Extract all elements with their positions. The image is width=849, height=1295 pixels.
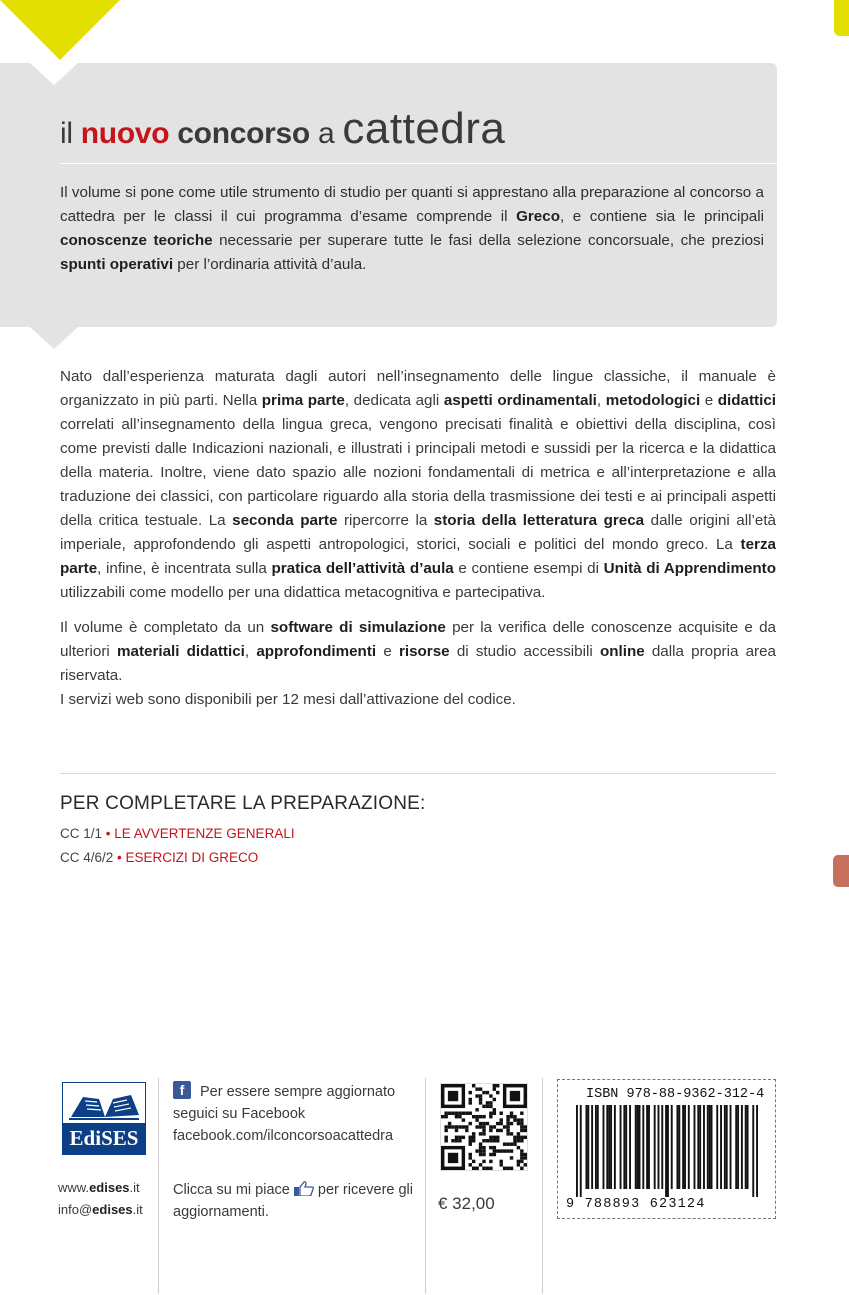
publisher-logo-emblem (62, 1082, 146, 1124)
facebook-like-text (173, 1179, 413, 1201)
facebook-like-text-line2: aggiornamenti. (173, 1204, 269, 1220)
bold-phrase: software di simulazione (270, 619, 446, 636)
corner-triangle-decoration (0, 0, 120, 60)
facebook-line2: seguici su Facebook (173, 1106, 306, 1122)
section-divider (60, 773, 776, 774)
text-run: , e contiene sia le principali (559, 208, 764, 225)
title-word-cattedra: cattedra (342, 104, 506, 153)
body-text (60, 365, 776, 723)
bullet-separator: • (102, 826, 115, 841)
bold-phrase: Unità di Apprendimento (603, 560, 777, 577)
qr-code-icon (441, 1084, 527, 1170)
website-suffix: .it (129, 1180, 140, 1195)
text-run: di studio accessibili (449, 643, 600, 660)
text-run: , infine, è incentrata sulla (97, 560, 272, 577)
text-run: correlati all’insegnamento della lingua greca, vengono precisati finalità e obiettivi della disciplina, così come previsti dalle Indicazioni nazionali, e illustrati i principali metodi e sussidi per la ricerca e la didattica della materia. Inoltre, viene dato spazio alle nozioni fondamentali di metrica e all’interpretazione e alla traduzione dei classici, con particolare riguardo alla storia della trasmissione dei testi e ai principali aspetti della critica testuale. La (60, 416, 776, 529)
text-run: e contiene esempi di (453, 560, 604, 577)
text-run: dalla propria area riservata. (60, 643, 776, 684)
text-run: Il volume è completato da un (60, 619, 271, 636)
bold-phrase: spunti operativi (60, 256, 174, 273)
bold-phrase: risorse (398, 643, 450, 660)
book-icon (63, 1083, 145, 1123)
bold-phrase: Greco (516, 208, 560, 225)
bold-phrase: storia della letteratura greca (433, 512, 645, 529)
text-run: dalle origini all’età imperiale, approfondendo gli aspetti antropologici, storici, sociali e politici del mondo greco. La (60, 512, 776, 553)
facebook-line1: Per essere sempre aggiornato (200, 1084, 396, 1100)
thumbs-up-icon (294, 1181, 314, 1196)
like-text-after: per ricevere gli (317, 1182, 413, 1198)
website-prefix: www. (58, 1180, 90, 1195)
facebook-icon[interactable]: f (173, 1081, 191, 1099)
column-divider (158, 1078, 159, 1294)
header-panel-notch-top (30, 63, 78, 85)
header-panel-notch-bottom (30, 327, 78, 349)
barcode (576, 1105, 758, 1197)
text-run: per l’ordinaria attività d’aula. (173, 256, 367, 273)
email-link[interactable] (58, 1202, 143, 1217)
bullet-separator: • (113, 850, 126, 865)
header-rule (60, 163, 777, 164)
text-run: per la verifica delle conoscenze acquisite e da ulteriori (60, 619, 777, 660)
text-run: , (244, 643, 257, 660)
column-divider (425, 1078, 426, 1294)
column-divider (542, 1078, 543, 1294)
text-run: , (596, 392, 606, 409)
page-title (60, 104, 505, 154)
isbn-label: ISBN 978-88-9362-312-4 (586, 1087, 765, 1102)
bold-phrase: aspetti ordinamentali (443, 392, 597, 409)
body-paragraph (60, 365, 776, 605)
title-word-a: a (309, 117, 343, 150)
website-domain: edises (89, 1180, 130, 1195)
bold-phrase: conoscenze teoriche (60, 232, 213, 249)
prep-item-code: CC 1/1 (60, 826, 103, 841)
prep-title: PER COMPLETARE LA PREPARAZIONE: (60, 793, 426, 814)
prep-item[interactable] (60, 850, 258, 865)
bold-phrase: metodologici (605, 392, 701, 409)
prep-item-link[interactable]: ESERCIZI DI GRECO (125, 850, 259, 865)
text-run: Nato dall’esperienza maturata dagli autori nell’insegnamento delle lingue classiche, il manuale è organizzato in più parti. Nella (60, 368, 776, 409)
title-word-concorso: concorso (169, 117, 310, 150)
prep-item-code: CC 4/6/2 (60, 850, 114, 865)
text-run: Il volume si pone come utile strumento di studio per quanti si apprestano alla preparazione al concorso a cattedra per le classi il cui programma d’esame comprende il (60, 184, 764, 225)
text-run: utilizzabili come modello per una didattica metacognitiva e partecipativa. (60, 584, 546, 601)
intro-paragraph (60, 181, 764, 277)
email-domain: edises (92, 1202, 133, 1217)
text-run: e (376, 643, 399, 660)
bold-phrase: prima parte (261, 392, 345, 409)
bold-phrase: materiali didattici (117, 643, 245, 660)
bold-phrase: pratica dell’attività d’aula (271, 560, 454, 577)
title-word-nuovo: nuovo (80, 117, 170, 150)
email-prefix: info@ (58, 1202, 93, 1217)
prep-item[interactable] (60, 826, 295, 841)
qr-code[interactable] (440, 1083, 528, 1171)
bold-phrase: didattici (717, 392, 776, 409)
body-paragraph (60, 688, 776, 712)
price: € 32,00 (438, 1194, 495, 1213)
title-word-il: il (60, 117, 81, 150)
text-run: I servizi web sono disponibili per 12 mesi dall’attivazione del codice. (60, 691, 516, 708)
prep-item-link[interactable]: LE AVVERTENZE GENERALI (114, 826, 295, 841)
edge-tab-yellow (834, 0, 849, 36)
text-run: e (700, 392, 718, 409)
bold-phrase: online (599, 643, 645, 660)
like-text-before: Clicca su mi piace (173, 1182, 290, 1198)
bold-phrase: approfondimenti (256, 643, 377, 660)
website-link[interactable] (58, 1180, 140, 1195)
text-run: necessarie per superare tutte le fasi della selezione concorsuale, che preziosi (212, 232, 764, 249)
text-run: ripercorre la (337, 512, 434, 529)
email-suffix: .it (132, 1202, 143, 1217)
publisher-logo-name: EdiSES (69, 1126, 139, 1150)
bold-phrase: seconda parte (232, 512, 338, 529)
barcode-digits: 9 788893 623124 (566, 1197, 706, 1212)
bold-phrase: terza parte (60, 536, 776, 577)
text-run: , dedicata agli (344, 392, 444, 409)
body-paragraph (60, 616, 776, 688)
edge-tab-red (833, 855, 849, 887)
facebook-url[interactable]: facebook.com/ilconcorsoacattedra (173, 1128, 394, 1144)
